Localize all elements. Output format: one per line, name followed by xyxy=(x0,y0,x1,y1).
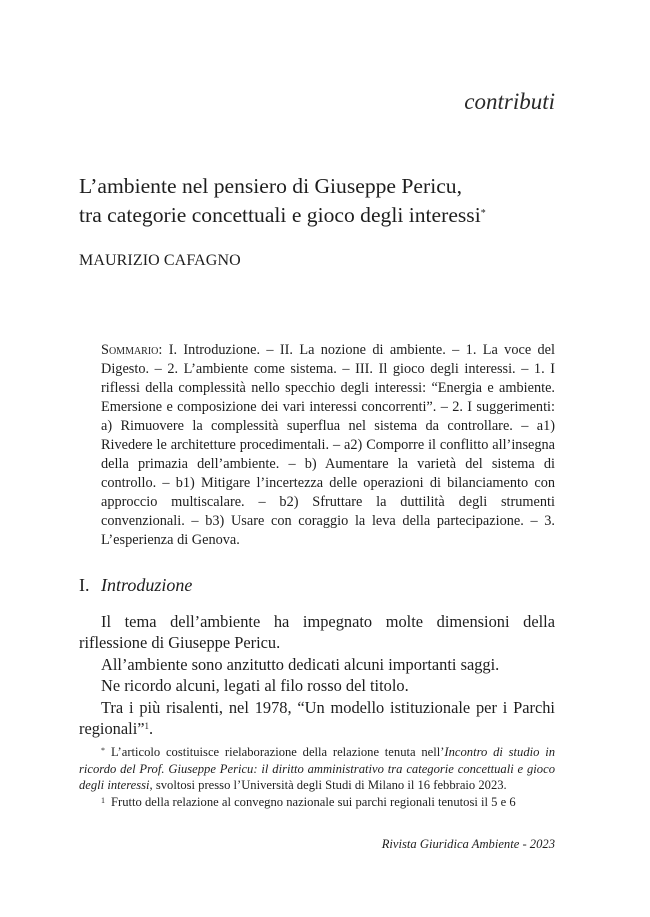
abstract-lead: Sommario xyxy=(101,342,159,358)
paragraph-text: Tra i più risalenti, nel 1978, “Un modello istituzionale per i Parchi regionali” xyxy=(79,697,555,739)
paragraph xyxy=(79,697,555,740)
paragraph: Il tema dell’ambiente ha impegnato molte dimensioni della riflessione di Giuseppe Pericu. xyxy=(79,612,555,653)
title-line-1: L’ambiente nel pensiero di Giuseppe Pericu, xyxy=(79,174,462,198)
abstract-text: : I. Introduzione. – II. La nozione di ambiente. – 1. La voce del Digesto. – 2. L’ambiente come sistema. – III. Il gioco degli interessi. – 1. I riflessi della complessità nello specchio degli interessi: “Energia e ambiente. Emersione e composizione dei vari interessi concorrenti”. – 2. I suggerimenti: a) Rimuovere la complessità superflua nel sistema da controllare. – a1) Rivedere le architetture procedimentali. – a2) Comporre il conflitto all’insegna della primazia dell’ambiente. – b) Aumentare la varietà del sistema di controllo. – b1) Mitigare l’incertezza delle operazioni di bilanciamento con approccio multiscalare. – b2) Sfruttare la duttilità degli strumenti convenzionali. – b3) Usare con coraggio la leva della partecipazione. – 3. L’esperienza di Genova. xyxy=(101,342,555,548)
title-line-2 xyxy=(79,201,559,230)
footnote-1-mark: 1 xyxy=(101,795,105,805)
footnote-star xyxy=(79,744,555,794)
footnote-star-italic: Incontro di studio in ricordo del Prof. Giuseppe Pericu: il diritto amministrativo tra categorie concettuali e gioco degli interessi xyxy=(79,745,555,793)
article-title xyxy=(79,172,559,230)
footnote-star-text-b: , svoltosi presso l’Università degli Studi di Milano il 16 febbraio 2023. xyxy=(149,778,507,793)
section-number: I. xyxy=(79,575,90,595)
author-name: MAURIZIO CAFAGNO xyxy=(79,252,241,269)
paragraph: Ne ricordo alcuni, legati al filo rosso del titolo. xyxy=(101,676,409,696)
page-footer: Rivista Giuridica Ambiente - 2023 xyxy=(381,837,555,851)
section-title: Introduzione xyxy=(101,575,193,595)
footnote-star-text-a: L’articolo costituisce rielaborazione della relazione tenuta nell’ xyxy=(111,745,445,759)
paragraph: All’ambiente sono anzitutto dedicati alcuni importanti saggi. xyxy=(101,654,500,674)
section-heading xyxy=(79,575,192,596)
paragraph-end: . xyxy=(149,719,154,739)
abstract-summary xyxy=(101,341,555,550)
title-footnote-mark[interactable]: * xyxy=(480,208,486,219)
title-line-2-text: tra categorie concettuali e gioco degli interessi xyxy=(79,203,481,227)
footnote-ref[interactable]: 1 xyxy=(144,721,150,732)
footnote-star-mark: * xyxy=(101,746,105,755)
footnote-1 xyxy=(79,794,555,811)
body-text xyxy=(79,611,555,739)
section-label: contributi xyxy=(464,89,555,114)
footnotes xyxy=(79,744,555,810)
footnote-1-text: Frutto della relazione al convegno nazionale sui parchi regionali tenutosi il 5 e 6 xyxy=(111,794,516,809)
